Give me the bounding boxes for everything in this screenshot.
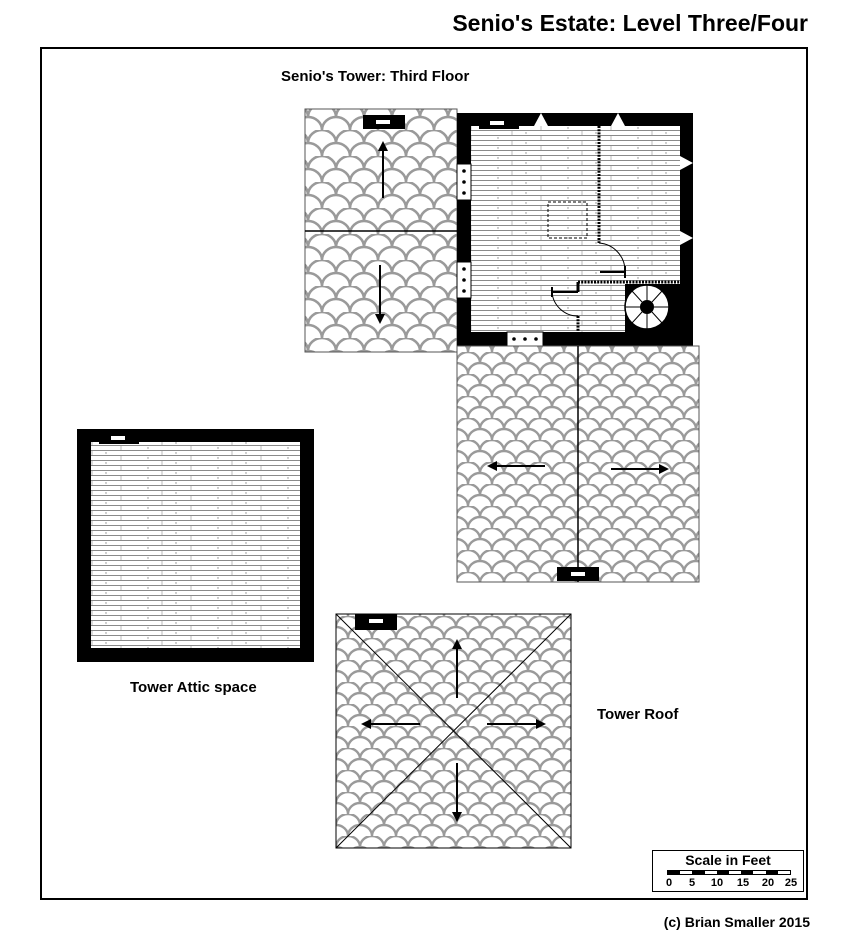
scale-tick: 10 [710,877,724,889]
scale-tick: 25 [784,877,798,889]
tower-attic [77,429,314,662]
third-floor-label: Senio's Tower: Third Floor [281,68,470,85]
scale-bar [667,870,791,875]
map-title: Senio's Estate: Level Three/Four [452,10,808,36]
scale-ticks [659,877,799,891]
spiral-stair-icon [625,285,669,329]
scale-tick: 0 [665,877,673,889]
scale-legend [652,850,804,892]
roof-label: Tower Roof [597,706,679,723]
scale-tick: 15 [736,877,750,889]
tower-roof [336,614,571,848]
attic-label: Tower Attic space [130,679,257,696]
third-floor-room [457,113,693,346]
third-floor-south-roof [457,346,699,582]
scale-title: Scale in Feet [685,852,771,868]
third-floor-west-roof [305,109,457,352]
scale-tick: 20 [761,877,775,889]
scale-tick: 5 [688,877,696,889]
copyright: (c) Brian Smaller 2015 [663,914,810,930]
